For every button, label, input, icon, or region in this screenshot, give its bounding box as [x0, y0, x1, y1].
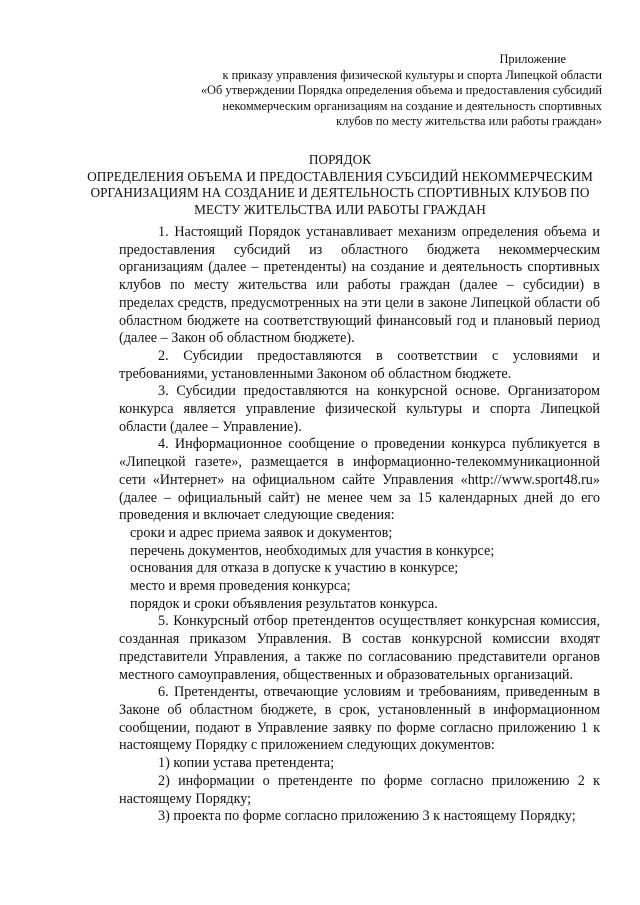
list-item: сроки и адрес приема заявок и документов; [130, 524, 393, 541]
appendix-line: некоммерческим организациям на создание и деятельность спортивных [222, 98, 602, 113]
title-line: ОРГАНИЗАЦИЯМ НА СОЗДАНИЕ И ДЕЯТЕЛЬНОСТЬ СПОРТИВНЫХ КЛУБОВ ПО [90, 185, 590, 201]
document-title [80, 152, 600, 218]
paragraph-5: 5. Конкурсный отбор претендентов осуществляет конкурсная комиссия, созданная приказом Управления. В состав конкурсной комиссии входят представители Управления, а также по согласованию представители органов местного самоуправления, общественных и образовательных организаций. [119, 613, 600, 683]
paragraph-4: 4. Информационное сообщение о проведении конкурса публикуется в «Липецкой газете», размещается в информационно-телекоммуникационной сети «Интернет» на официальном сайте Управления «http://www.sport48.ru» (далее – официальный сайт) не менее чем за 15 календарных дней до его проведения и включает следующие сведения: [119, 436, 600, 524]
title-line: МЕСТУ ЖИТЕЛЬСТВА ИЛИ РАБОТЫ ГРАЖДАН [194, 201, 486, 217]
paragraph-6: 6. Претенденты, отвечающие условиям и требованиям, приведенным в Законе об областном бюджете, в срок, установленный в информационном сообщении, подают в Управление заявку по форме согласно приложению 1 к настоящему Порядку с приложением следующих документов: [119, 684, 600, 754]
paragraph-3: 3. Субсидии предоставляются на конкурсной основе. Организатором конкурса является управление физической культуры и спорта Липецкой области (далее – Управление). [119, 383, 600, 435]
paragraph-2: 2. Субсидии предоставляются в соответствии с условиями и требованиями, установленными Законом об областном бюджете. [119, 347, 600, 382]
list-item: 2) информации о претенденте по форме согласно приложению 2 к настоящему Порядку; [119, 772, 600, 807]
list-item: основания для отказа в допуске к участию в конкурсе; [130, 560, 459, 577]
document-body [119, 224, 600, 826]
appendix-title: Приложение [499, 52, 566, 66]
appendix-header [162, 52, 602, 130]
appendix-line: клубов по месту жительства или работы граждан» [336, 114, 602, 129]
list-item: перечень документов, необходимых для участия в конкурсе; [130, 542, 495, 559]
appendix-line: к приказу управления физической культуры и спорта Липецкой области [222, 67, 602, 82]
title-line: ПОРЯДОК [308, 152, 372, 167]
title-line: ОПРЕДЕЛЕНИЯ ОБЪЕМА И ПРЕДОСТАВЛЕНИЯ СУБСИДИЙ НЕКОММЕРЧЕСКИМ [87, 168, 593, 184]
list-item: место и время проведения конкурса; [130, 578, 351, 595]
list-item: 1) копии устава претендента; [158, 755, 335, 772]
paragraph-1: 1. Настоящий Порядок устанавливает механизм определения объема и предоставления субсидий из областного бюджета некоммерческим организациям (далее – претенденты) на создание и деятельность спортивных клубов по месту жительства или работы граждан (далее – субсидии) в пределах средств, предусмотренных на эти цели в законе Липецкой области об областном бюджете на соответствующий финансовый год и плановый период (далее – Закон об областном бюджете). [119, 224, 600, 347]
appendix-line: «Об утверждении Порядка определения объема и предоставления субсидий [200, 83, 602, 98]
list-item: 3) проекта по форме согласно приложению 3 к настоящему Порядку; [158, 808, 576, 825]
list-item: порядок и сроки объявления результатов конкурса. [130, 595, 438, 612]
